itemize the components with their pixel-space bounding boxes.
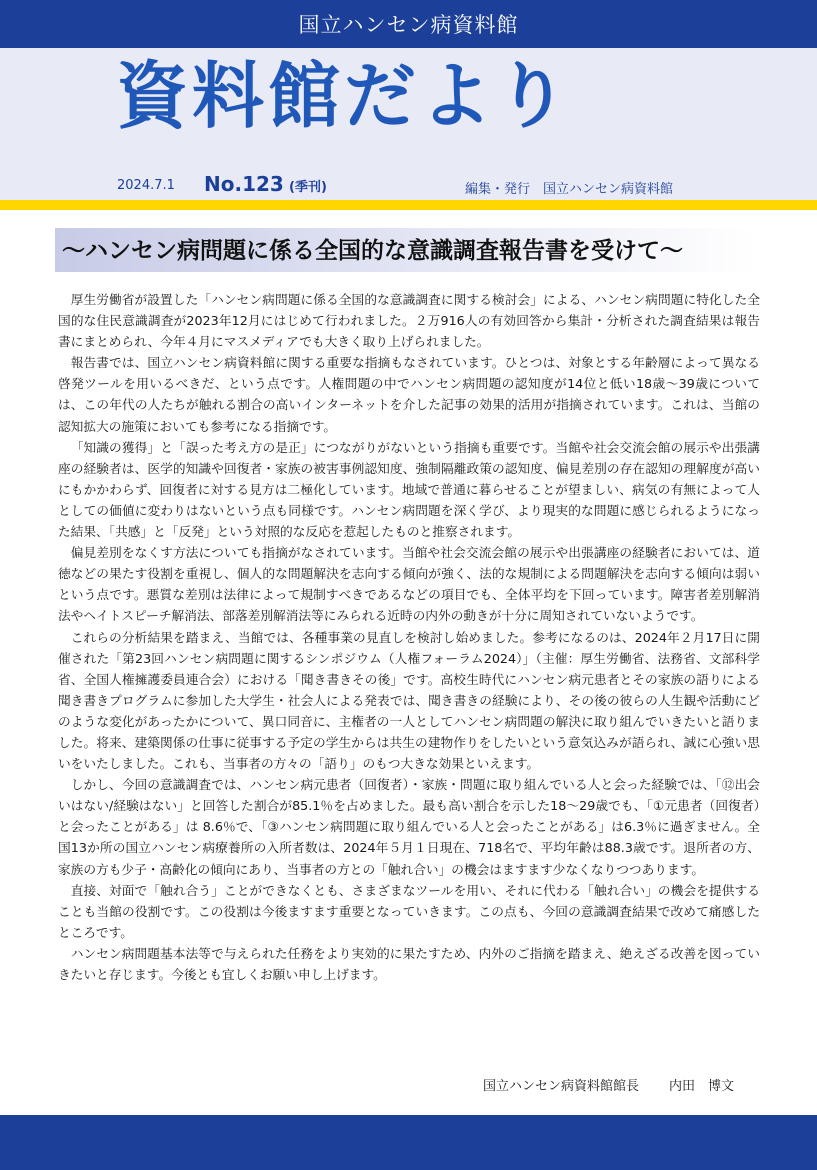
signature: [483, 1075, 734, 1094]
yellow-divider: [0, 200, 817, 210]
paragraph: 偏見差別をなくす方法についても指摘がなされています。当館や社会交流会館の展示や出張講座の経験者においては、道徳などの果たす役割を重視し、個人的な問題解決を志向する傾向が強く、法的な規制による問題解決を志向する傾向は弱いという点です。悪質な差別は法律によって規制すべきであるなどの項目でも、全体平均を下回っています。障害者差別解消法やヘイトスピーチ解消法、部落差別解消法等にみられる近時の内外の動きが十分に周知されていないようです。: [58, 545, 760, 624]
newsletter-title: 資料館だより: [116, 54, 573, 138]
editor-publisher: 編集・発行 国立ハンセン病資料館: [465, 182, 674, 197]
issue-meta: [117, 172, 717, 198]
footer-bar: [0, 1115, 817, 1170]
paragraph: しかし、今回の意識調査では、ハンセン病元患者（回復者）・家族・問題に取り組んでいる人と会った経験では、「⑫出会いはない/経験はない」と回答した割合が85.1％を占めました。最も高い割合を示した18〜29歳でも、「①元患者（回復者）と会ったことがある」は 8.6％で、「③ハンセン病問題に取り組んでいる人と会ったことがある」は6.3％に過ぎません。全国13か所の国立ハンセン病療養所の入所者数は、2024年５月１日現在、718名で、平均年齢は88.3歳です。退所者の方、家族の方も少子・高齢化の傾向にあり、当事者の方との「触れ合い」の機会はますます少なくなりつつあります。: [58, 777, 760, 877]
issue-type: (季刊): [289, 180, 327, 195]
paragraph: ハンセン病問題基本法等で与えられた任務をより実効的に果たすため、内外のご指摘を踏まえ、絶えざる改善を図っていきたいと存じます。今後とも宜しくお願い申し上げます。: [58, 945, 760, 982]
org-name-bar: [0, 0, 817, 48]
signature-name: 内田 博文: [669, 1079, 735, 1094]
article-body: [58, 289, 760, 985]
article-headline: 〜ハンセン病問題に係る全国的な意識調査報告書を受けて〜: [62, 238, 683, 264]
paragraph: 「知識の獲得」と「誤った考え方の是正」につながりがないという指摘も重要です。当館や社会交流会館の展示や出張講座の経験者は、医学的知識や回復者・家族の被害事例認知度、強制隔離政策の認知度、偏見差別の存在認知の理解度が高いにもかかわらず、回復者に対する見方は二極化しています。地域で普通に暮らせることが望ましい、病気の有無によって人としての価値に変わりはないという点も同様です。ハンセン病問題を深く学び、より現実的な問題に感じられるようになった結果、「共感」と「反発」という対照的な反応を惹起したものと推察されます。: [58, 439, 760, 540]
paragraph: これらの分析結果を踏まえ、当館では、各種事業の見直しを検討し始めました。参考になるのは、2024年２月17日に開催された「第23回ハンセン病問題に関するシンポジウム（人権フォーラム2024）」（主催：厚生労働省、法務省、文部科学省、全国人権擁護委員連合会）における「聞き書きその後」です。高校生時代にハンセン病元患者とその家族の語りによる聞き書きプログラムに参加した大学生・社会人による発表では、聞き書きの経験により、その後の彼らの人生観や活動にどのような変化があったかについて、異口同音に、主権者の一人としてハンセン病問題の解決に取り組んでいきたいと語りました。将来、建築関係の仕事に従事する予定の学生からは共生の建物作りをしたいという意気込みが語られ、誠に心強い思いをいたしました。これも、当事者の方々の「語り」のもつ大きな効果といえます。: [58, 629, 760, 772]
signature-title: 国立ハンセン病資料館館長: [483, 1079, 640, 1094]
paragraph: 報告書では、国立ハンセン病資料館に関する重要な指摘もなされています。ひとつは、対象とする年齢層によって異なる啓発ツールを用いるべきだ、という点です。人権問題の中でハンセン病問題の認知度が14位と低い18歳〜39歳については、この年代の人たちが触れる割合の高いインターネットを介した記事の効果的活用が指摘されています。これは、当館の認知拡大の施策においても参考になる指摘です。: [58, 355, 760, 434]
paragraph: 直接、対面で「触れ合う」ことができなくとも、さまざまなツールを用い、それに代わる「触れ合い」の機会を提供することも当館の役割です。この役割は今後ますます重要となっていきます。この点も、今回の意識調査結果で改めて痛感したところです。: [58, 882, 760, 940]
org-name: 国立ハンセン病資料館: [298, 13, 519, 37]
issue-number: No.123: [204, 172, 284, 196]
issue-date: 2024.7.1: [117, 178, 175, 193]
paragraph: 厚生労働省が設置した「ハンセン病問題に係る全国的な意識調査に関する検討会」による、ハンセン病問題に特化した全国的な住民意識調査が2023年12月にはじめて行われました。２万916人の有効回答から集計・分析された調査結果は報告書にまとめられ、今年４月にマスメディアでも大きく取り上げられました。: [58, 292, 760, 350]
